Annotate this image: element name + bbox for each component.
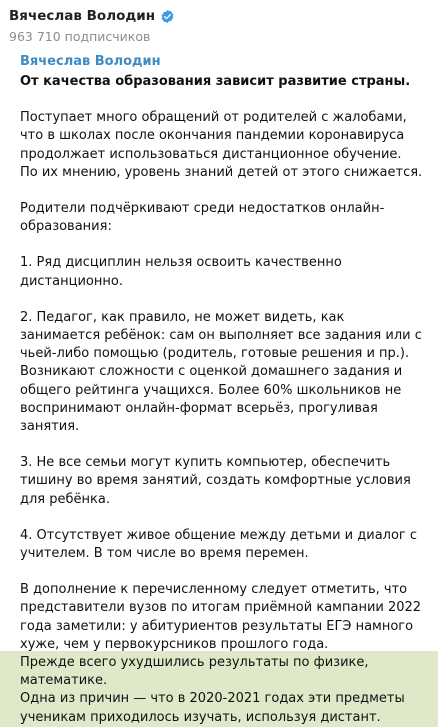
post-paragraph: Родители подчёркивают среди недостатков онлайн-образования: <box>20 201 385 235</box>
spacer <box>20 563 428 581</box>
post-paragraph: 4. Отсутствует живое общение между детьми и диалог с учителем. В том числе во время перемен. <box>20 527 418 562</box>
spacer <box>20 91 428 109</box>
post-paragraph: 1. Ряд дисциплин нельзя освоить качественно дистанционно. <box>20 255 342 289</box>
spacer <box>20 291 428 309</box>
post-author[interactable]: Вячеслав Володин <box>20 54 161 69</box>
post-paragraph: В дополнение к перечисленному следует отметить, что представители вузов по итогам приёмной кампании 2022 года заметили: у абитуриентов результаты ЕГЭ намного хуже, чем у первокурсников прошлого года. Прежде всего ухудшились результаты по физике, математике. Одна из причин — что в 2020-2021 годах эти предметы ученикам приходилось изучать, используя дистант. <box>20 582 422 725</box>
spacer <box>20 436 428 454</box>
channel-name-row <box>9 6 430 26</box>
channel-name[interactable]: Вячеслав Володин <box>9 8 156 24</box>
post-paragraph: 3. Не все семьи могут купить компьютер, обеспечить тишину во время занятий, создать комфортные условия для ребёнка. <box>20 455 411 507</box>
verified-badge-icon <box>160 9 175 24</box>
channel-header[interactable] <box>0 0 438 52</box>
spacer <box>20 182 428 200</box>
post-paragraph: 2. Педагог, как правило, не может видеть, как занимается ребёнок: сам он выполняет все задания или с чьей-либо помощью (родитель, готовые решения и пр.). Возникают сложности с оценкой домашнего задания и общего рейтинга учащихся. Более 60% школьников не воспринимают онлайн-формат всерьёз, прогуливая занятия. <box>20 309 422 435</box>
post-paragraph: Поступает много обращений от родителей с жалобами, что в школах после окончания пандемии коронавируса продолжает использоваться дистанционное обучение. По их мнению, уровень знаний детей от этого снижается. <box>20 110 423 180</box>
subscriber-count: 963 710 подписчиков <box>9 29 151 44</box>
post-headline: От качества образования зависит развитие страны. <box>20 74 411 89</box>
channel-post <box>0 52 438 725</box>
spacer <box>20 509 428 527</box>
spacer <box>20 236 428 254</box>
